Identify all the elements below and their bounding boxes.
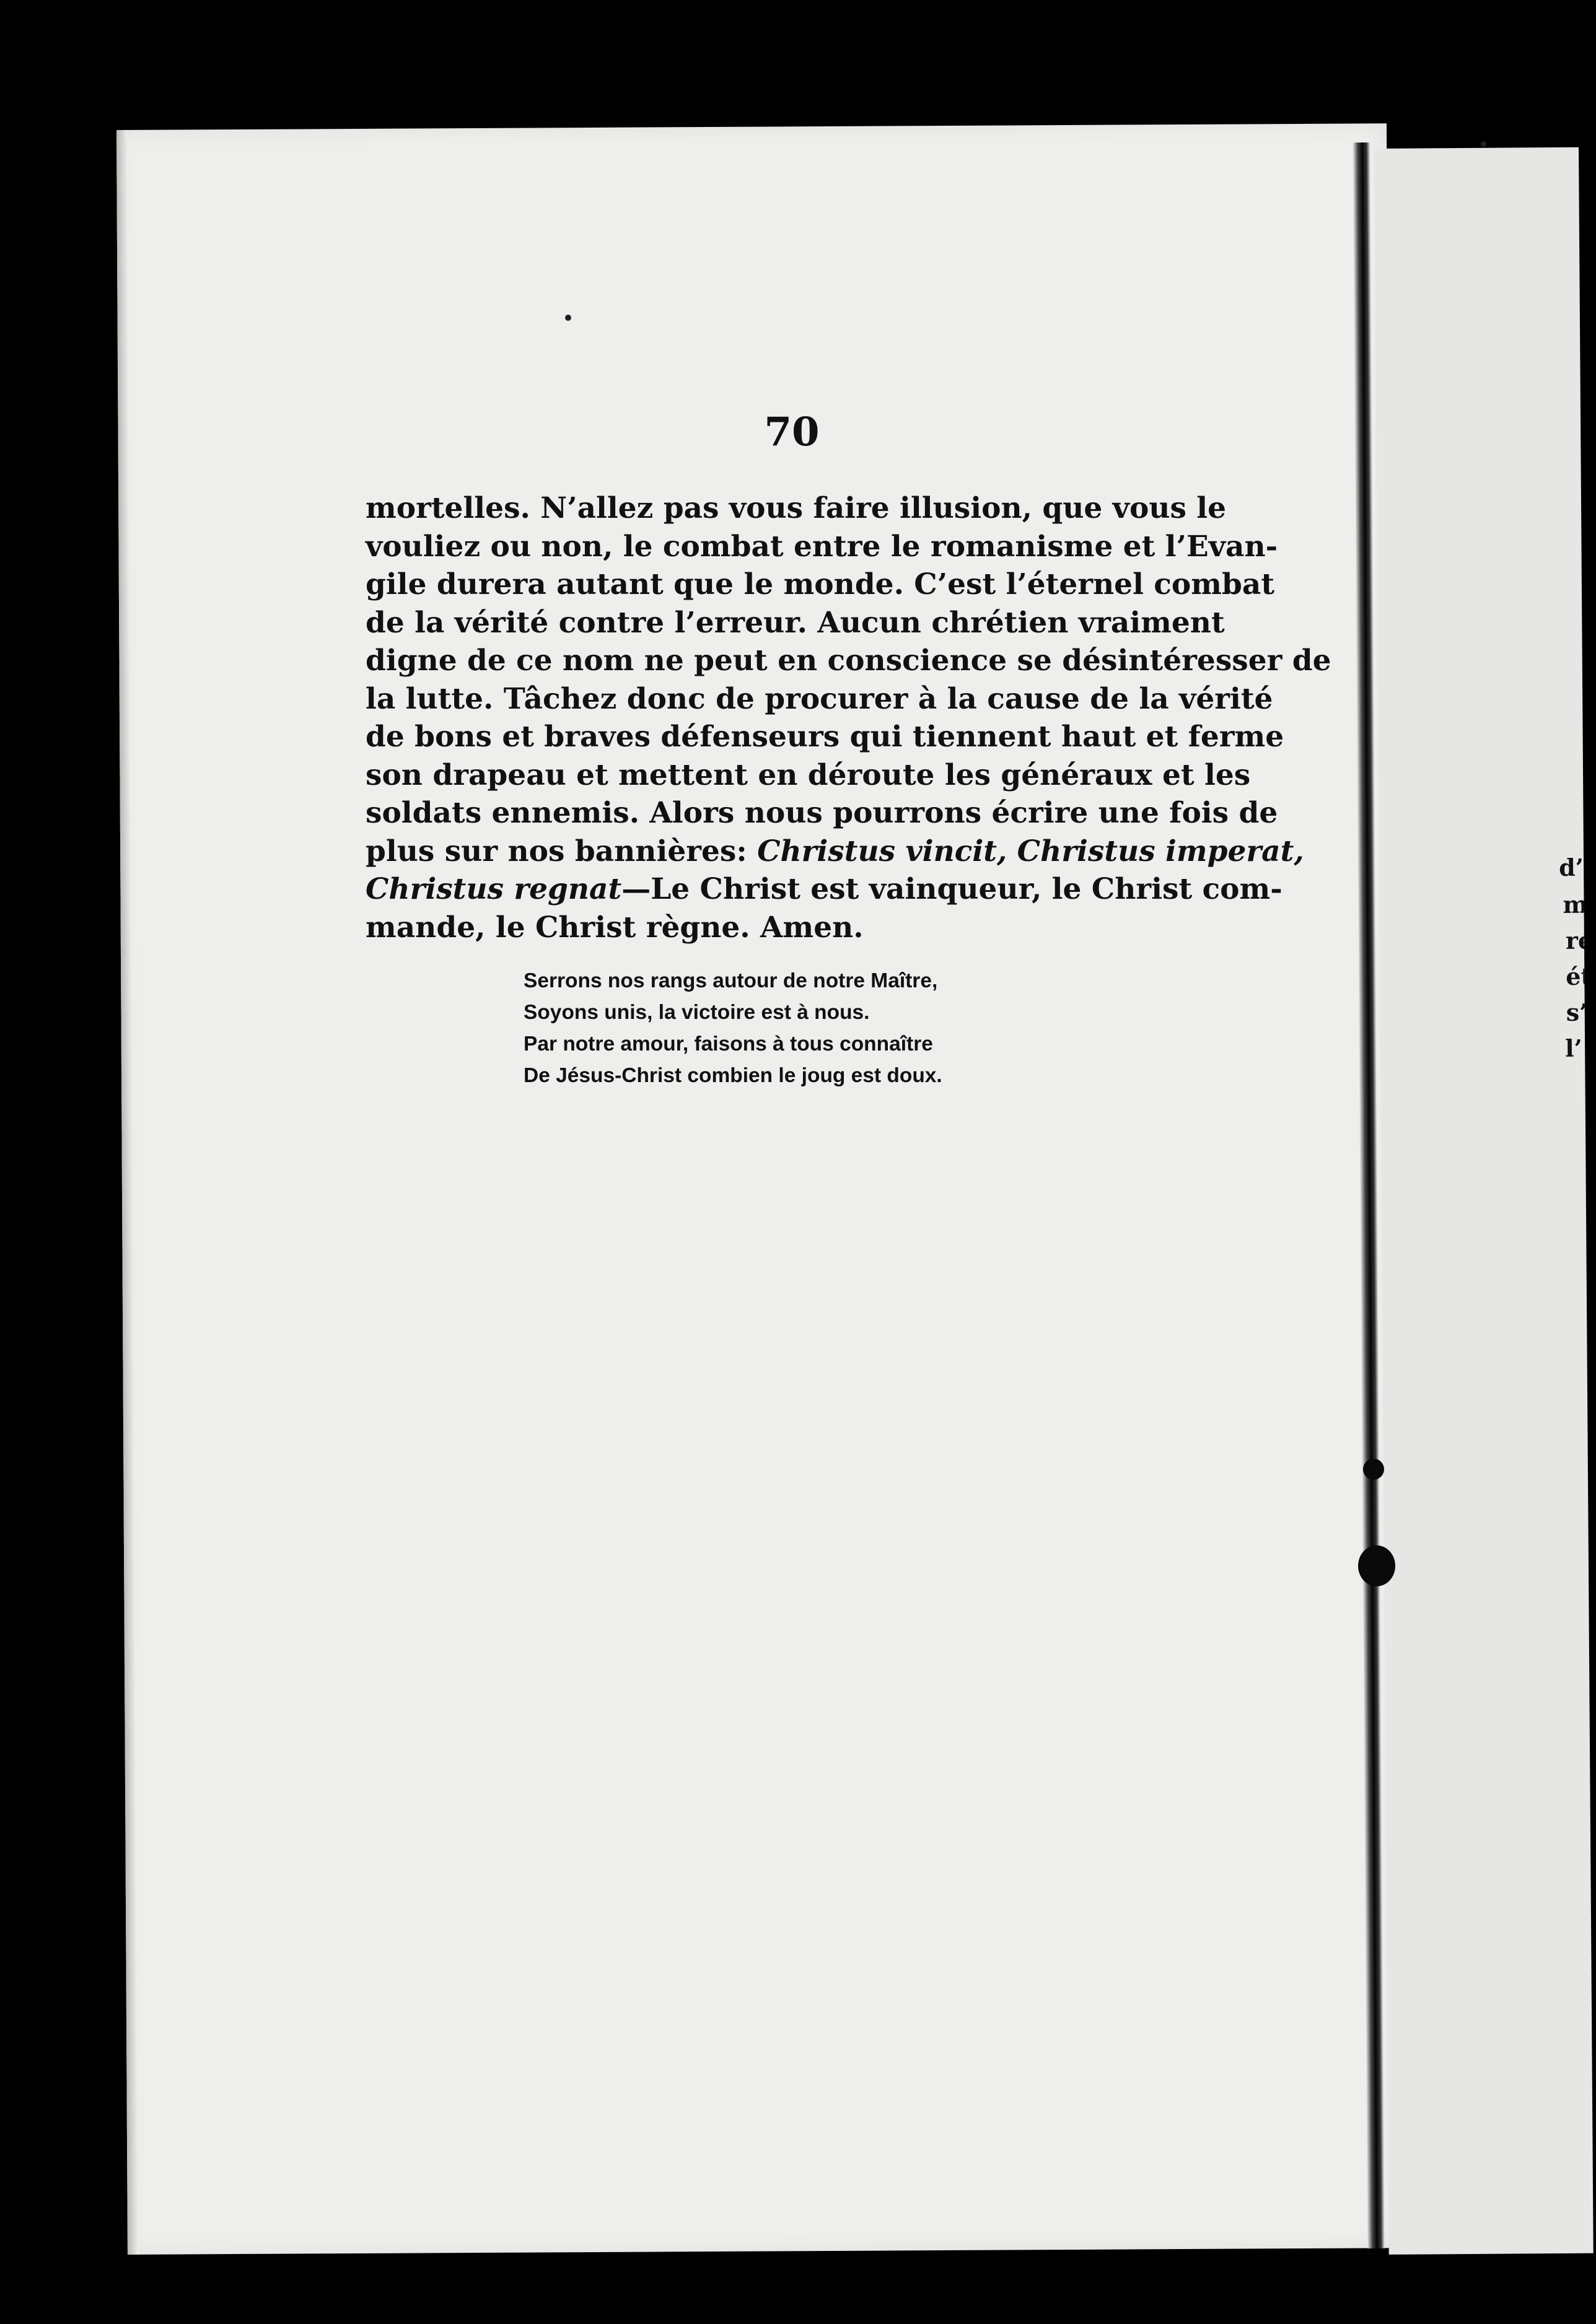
right-page-edge [1374,147,1594,2255]
page-number: 70 [764,409,820,455]
text-line-content: —Le Christ est vainqueur, le Christ com- [621,872,1282,906]
text-line-content: de la vérité contre l’erreur. Aucun chrétien vraiment [366,605,1225,640]
text-line [366,680,1273,719]
text-line [366,489,1227,528]
text-line [366,528,1278,566]
text-line [366,832,1304,871]
text-line [366,870,1282,909]
right-page-fragment: l’ [1564,1034,1582,1062]
text-line-content: de bons et braves défenseurs qui tiennent haut et ferme [366,720,1284,754]
hymn-verse [524,965,1081,1091]
body-paragraph [366,489,1331,946]
text-line [366,642,1331,680]
latin-phrase: Christus regnat [366,872,622,906]
text-line [366,604,1225,642]
text-line-content: soldats ennemis. Alors nous pourrons écrire une fois de [366,796,1278,830]
text-line-content: digne de ce nom ne peut en conscience se désintéresser de [366,644,1331,678]
text-line [366,909,1202,947]
text-line-content: gile durera autant que le monde. C’est l’éternel combat [366,567,1275,601]
dust-speck [1481,141,1486,147]
dust-speck [565,315,571,321]
text-line [366,756,1251,795]
verse-line: Serrons nos rangs autour de notre Maître, [524,969,938,992]
right-page-fragment: ét [1566,962,1592,990]
binding-blot [1358,1545,1395,1586]
right-page-fragment: d’ [1558,853,1584,881]
text-line [366,794,1278,832]
right-page-fragment: m [1563,890,1588,919]
text-line [366,566,1275,604]
text-line-content: plus sur nos bannières: [366,834,758,868]
text-line-content: mortelles. N’allez pas vous faire illusion, que vous le [366,491,1227,525]
text-line-content: vouliez ou non, le combat entre le romanisme et l’Evan- [366,529,1278,564]
text-line-content: la lutte. Tâchez donc de procurer à la cause de la vérité [366,681,1273,716]
latin-phrase: Christus vincit, Christus imperat, [757,834,1304,868]
right-page-fragment: s’ [1566,998,1588,1026]
text-line-content: son drapeau et mettent en déroute les généraux et les [366,758,1251,792]
text-line [366,718,1284,756]
verse-line: Soyons unis, la victoire est à nous. [524,1001,870,1024]
verse-line: De Jésus-Christ combien le joug est doux. [524,1064,942,1087]
binding-blot [1363,1459,1384,1480]
text-line-content: mande, le Christ règne. Amen. [366,910,864,945]
verse-line: Par notre amour, faisons à tous connaître [524,1033,933,1055]
right-page-fragment: ré [1565,926,1594,954]
